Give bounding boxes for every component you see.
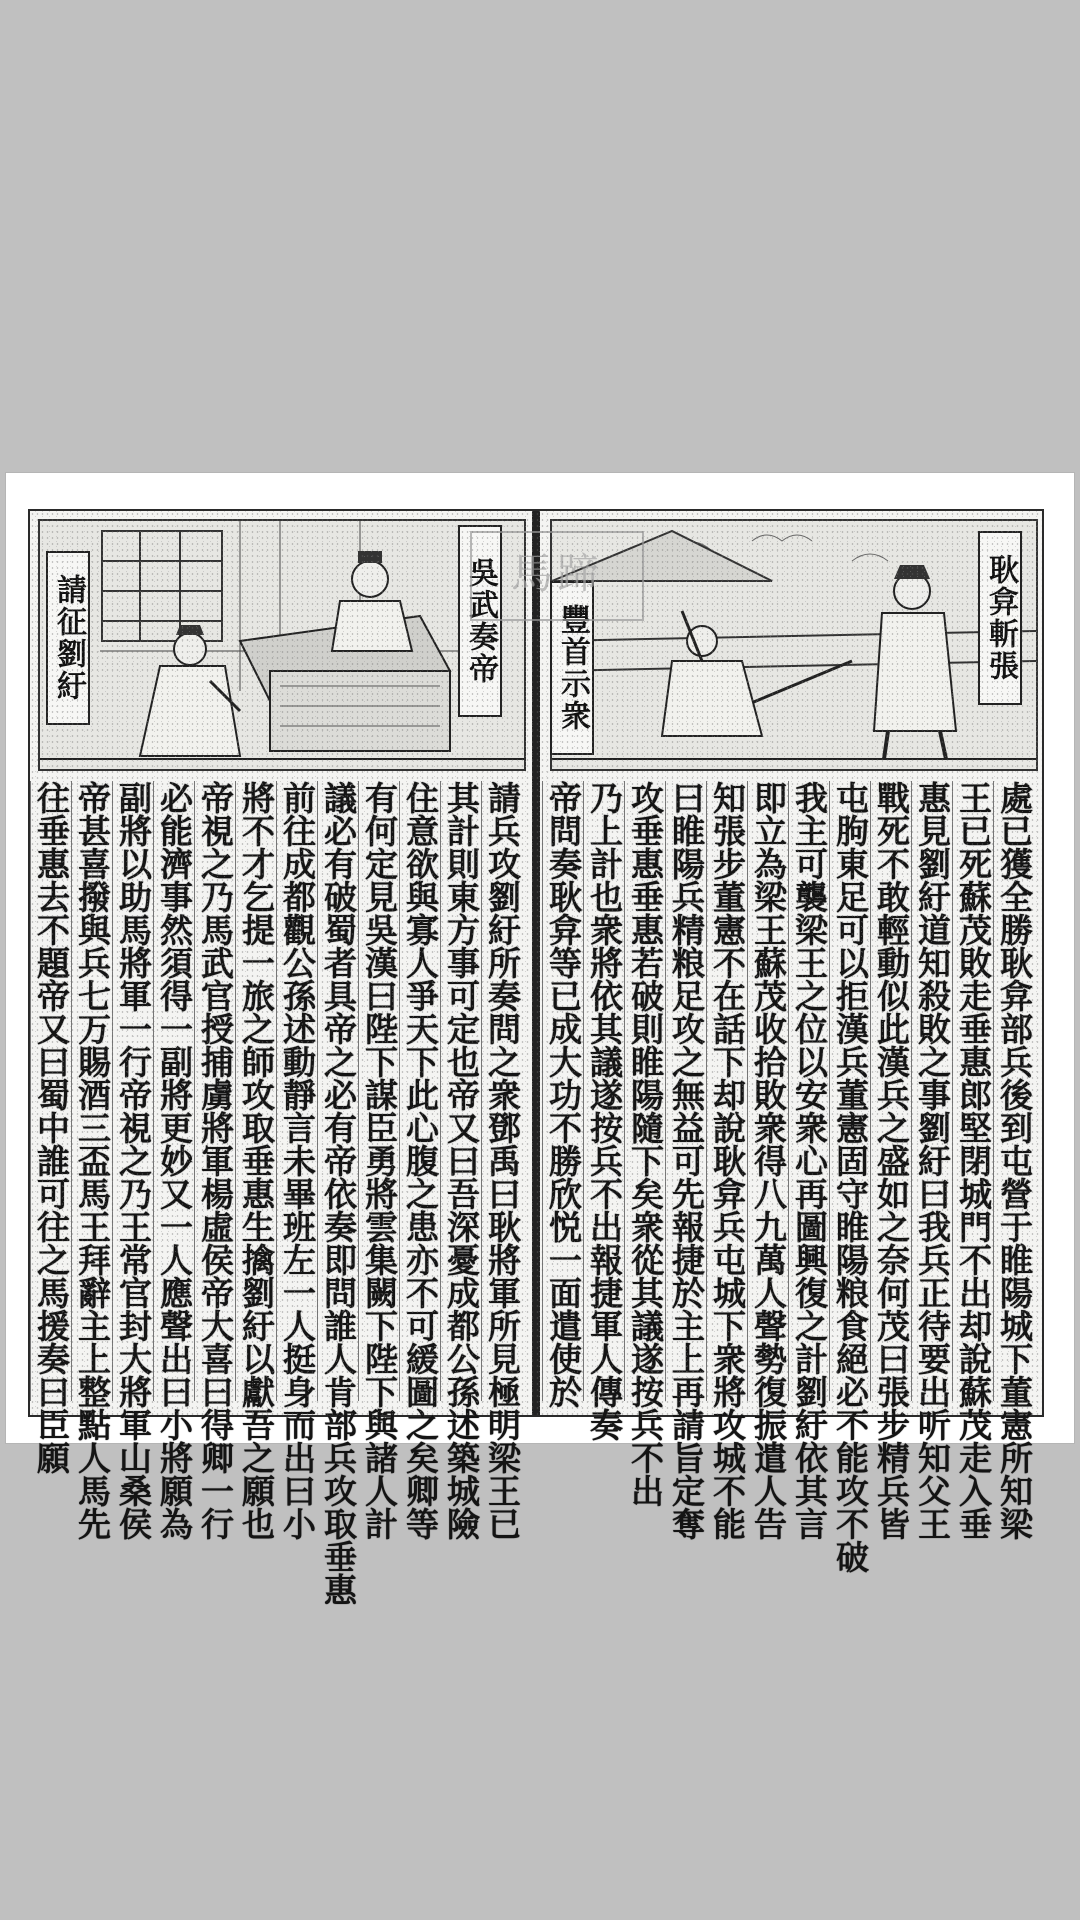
scanned-page-sheet xyxy=(6,473,1074,1606)
text-column: 前往成都觀公孫述動靜言未畢班左一人挺身而出曰小 xyxy=(278,781,317,1540)
audience-scene-picture xyxy=(40,521,524,769)
text-column: 王已死蘇茂敗走垂惠郎堅閉城門不出却說蘇茂走入垂 xyxy=(954,781,993,1540)
left-text-block xyxy=(32,781,522,1606)
text-column: 即立為梁王蘇茂收拾敗衆得八九萬人聲勢復振遣人告 xyxy=(749,781,788,1540)
left-caption-top: 請征劉紆 xyxy=(46,551,90,725)
faint-seal-stamp: 馬蹄 xyxy=(470,531,644,621)
text-column: 請兵攻劉紆所奏問之衆鄧禹曰耿將軍所見極明梁王已 xyxy=(483,781,522,1540)
text-column: 有何定見吳漢曰陛下謀臣勇將雲集闕下陛下與諸人計 xyxy=(360,781,399,1540)
text-column: 將不才乞提一旅之師攻取垂惠生擒劉紆以獻吾之願也 xyxy=(237,781,276,1540)
text-column: 戰死不敢輕動似此漢兵之盛如之奈何茂曰張步精兵皆 xyxy=(872,781,911,1540)
left-illustration xyxy=(38,519,526,771)
right-caption-top: 耿弇斬張 xyxy=(978,531,1022,705)
left-page xyxy=(30,511,530,1606)
page-spine xyxy=(532,511,540,1415)
text-column: 處已獲全勝耿弇部兵後到屯營于睢陽城下董憲所知梁 xyxy=(995,781,1034,1540)
text-column: 屯朐東足可以拒漢兵董憲固守睢陽粮食絕必不能攻不破 xyxy=(831,781,870,1573)
text-column: 住意欲與寡人爭天下此心腹之患亦不可緩圖之矣卿等 xyxy=(401,781,440,1540)
text-column: 知張步董憲不在話下却說耿弇兵屯城下衆將攻城不能 xyxy=(708,781,747,1540)
text-column: 副將以助馬將軍一行帝視之乃王常官封大將軍山桑侯 xyxy=(114,781,153,1540)
text-column: 攻垂惠垂惠若破則睢陽隨下矣衆從其議遂按兵不出 xyxy=(626,781,665,1507)
text-column: 曰睢陽兵精粮足攻之無益可先報捷於主上再請旨定奪 xyxy=(667,781,706,1540)
text-column: 必能濟事然須得一副將更妙又一人應聲出曰小將願為 xyxy=(155,781,194,1540)
text-column: 帝視之乃馬武官授捕虜將軍楊虛侯帝大喜曰得卿一行 xyxy=(196,781,235,1540)
text-column: 帝甚喜撥與兵七万賜酒三盃馬王拜辭主上整點人馬先 xyxy=(73,781,112,1540)
text-column: 我主可襲梁王之位以安衆心再圖興復之計劉紆依其言 xyxy=(790,781,829,1540)
text-column: 惠見劉紆道知殺敗之事劉紆曰我兵正待要出听知父王 xyxy=(913,781,952,1540)
text-column: 帝問奏耿弇等已成大功不勝欣悦一面遣使於 xyxy=(544,781,583,1408)
right-text-block xyxy=(544,781,1034,1573)
woodblock-print-area xyxy=(30,511,1042,1606)
left-caption-bottom: 吳武奏帝 xyxy=(458,525,502,717)
right-page xyxy=(542,511,1042,1573)
text-column: 乃上計也衆將依其議遂按兵不出報捷軍人傳奏 xyxy=(585,781,624,1441)
text-column: 往垂惠去不題帝又曰蜀中誰可往之馬援奏曰臣願 xyxy=(32,781,71,1474)
text-column: 議必有破蜀者具帝之必有帝依奏即問誰人肯部兵攻取垂惠 xyxy=(319,781,358,1606)
right-caption-bottom: 豐首示衆 xyxy=(550,581,594,755)
text-column: 其計則東方事可定也帝又曰吾深憂成都公孫述築城險 xyxy=(442,781,481,1540)
